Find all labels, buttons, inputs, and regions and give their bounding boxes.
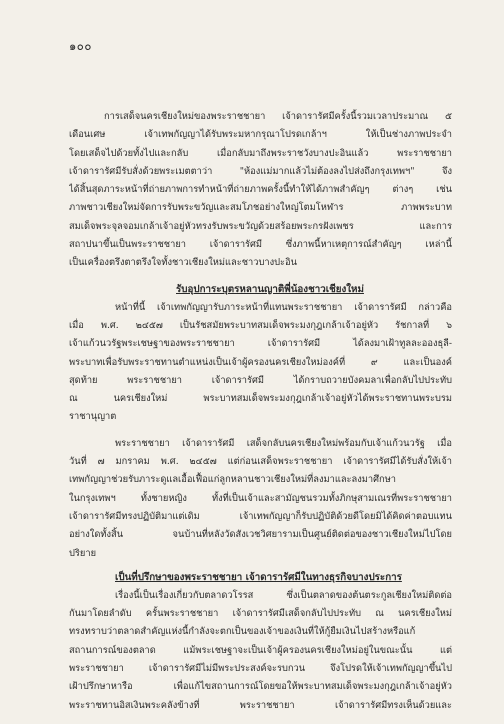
text-line: เฝ้าปรึกษาหารือ เพื่อแก้ไขสถานการณ์โดยขอให้พระบาทสมเด็จพระมงกุฎเกล้าเจ้าอยู่หัว xyxy=(69,681,452,693)
text-line: ปริยาย xyxy=(69,547,97,559)
text-line: กันมาโดยลำดับ ครั้นพระราชชายา เจ้าดารารัศมีเสด็จกลับไปประทับ ณ นครเชียงใหม่ xyxy=(69,608,452,620)
page-number: ๑๐๐ xyxy=(69,39,92,53)
text-line: พระบาทเพื่อรับพระราชทานตำแหน่งเป็นเจ้าผู้ครองนครเชียงใหม่องค์ที่ ๙ และเป็นองค์ xyxy=(69,356,452,368)
text-line: ราชานุญาต xyxy=(69,411,117,423)
text-line: ได้สิ้นสุดภาระหน้าที่ถ่ายภาพการทำหน้าที่ถ่ายภาพครั้งนี้ทำให้ได้ภาพสำคัญๆ ต่างๆ เช่น xyxy=(69,184,452,196)
paragraph-1 xyxy=(69,108,452,273)
text-line: โดยเสด็จไปด้วยทั้งไปและกลับ เมื่อกลับมาถึงพระราชวังบางปะอินแล้ว พระราชชายา xyxy=(69,147,452,159)
text-line: สถาปนาขึ้นเป็นพระราชชายา เจ้าดารารัศมี ซึ่งภาพนี้หาเหตุการณ์สำคัญๆ เหล่านี้ xyxy=(69,239,452,251)
text-line: หน้าที่นี้ เจ้าเทพกัญญารับภาระหน้าที่แทนพระราชชายา เจ้าดารารัศมี กล่าวคือ xyxy=(115,301,452,313)
text-line: เจ้าดารารัศมีรับสั่งด้วยพระเมตตาว่า "ห้องแม่มากแล้วไม่ต้องลงไปส่งถึงกรุงเทพฯ" จึง xyxy=(69,165,452,177)
text-line: เจ้าแก้วนวรัฐพระเชษฐาของพระราชชายา เจ้าดารารัศมี ได้ลงมาเฝ้าทูลละอองธุลี- xyxy=(69,338,452,350)
text-line: พระราชชายา เจ้าดารารัศมี เสด็จกลับนครเชียงใหม่พร้อมกับเจ้าแก้วนวรัฐ เมื่อ xyxy=(115,437,452,449)
text-line: สุดท้าย พระราชชายา เจ้าดารารัศมี ได้กราบถวายบังคมลาเพื่อกลับไปประทับ xyxy=(69,374,452,386)
text-line: เจ้าดารารัศมีทรงปฏิบัติมาแต่เดิม เจ้าเทพกัญญาก็รับปฏิบัติด้วยดีโดยมิได้คิดค่าตอบแทน xyxy=(69,510,452,522)
text-line: เดือนเศษ เจ้าเทพกัญญาได้รับพระมหากรุณาโปรดเกล้าฯ ให้เป็นช่างภาพประจำ xyxy=(69,129,452,141)
text-line: เทพกัญญาช่วยรับภาระดูแลเอื้อเฟื้อแก่ลูกหลานชาวเชียงใหม่ที่ลงมาและลงมาศึกษา xyxy=(69,474,396,486)
text-line: การเสด็จนครเชียงใหม่ของพระราชชายา เจ้าดารารัศมีครั้งนี้รวมเวลาประมาณ ๕ xyxy=(104,111,452,122)
paragraph-2 xyxy=(69,299,452,427)
text-line: วันที่ ๗ มกราคม พ.ศ. ๒๔๕๗ แต่ก่อนเสด็จพระราชชายา เจ้าดารารัศมีได้รับสั่งให้เจ้า xyxy=(69,456,452,468)
text-line: เมื่อ พ.ศ. ๒๔๕๗ เป็นรัชสมัยพระบาทสมเด็จพระมงกุฎเกล้าเจ้าอยู่หัว รัชกาลที่ ๖ xyxy=(69,319,452,331)
text-line: เป็นเครื่องตรึงตาตรึงใจทั้งชาวเชียงใหม่และชาวบางปะอิน xyxy=(69,257,297,269)
text-line: สถานการณ์ของตลาด แม้พระเชษฐาจะเป็นเจ้าผู้ครองนครเชียงใหม่อยู่ในขณะนั้น แต่ xyxy=(69,644,452,656)
section-heading: เป็นที่ปรึกษาของพระราชชายา เจ้าดารารัศมีในทางธุรกิจบางประการ xyxy=(115,571,402,583)
paragraph-3 xyxy=(69,435,452,563)
text-line: พระราชชายา เจ้าดารารัศมีไม่มีพระประสงค์จะรบกวน จึงโปรดให้เจ้าเทพกัญญาขึ้นไป xyxy=(69,663,452,675)
text-line: ภาพชาวเชียงใหม่จัดการรับพระขวัญและสมโภชอย่างใหญ่โตมโหฬาร ภาพพระบาท xyxy=(69,202,452,214)
text-line: สมเด็จพระจุลจอมเกล้าเจ้าอยู่หัวทรงรับพระขวัญด้วยสร้อยพระกรฝังเพชร และการ xyxy=(69,220,452,232)
text-line: ทรงทราบว่าตลาดสำคัญแห่งนี้กำลังจะตกเป็นของเจ้าของเงินที่ให้กู้ยืมเงินไปสร้างหรือแก้ xyxy=(69,626,416,638)
paragraph-4 xyxy=(69,587,452,715)
text-line: ในกรุงเทพฯ ทั้งชายหญิง ทั้งที่เป็นเจ้าและสามัญชนรวมทั้งภิกษุสามเณรที่พระราชชายา xyxy=(69,492,452,504)
text-line: พระราชทานอิสเงินพระคลังข้างที่ พระราชชายา เจ้าดารารัศมีทรงเห็นด้วยและ xyxy=(69,699,452,711)
text-line: เรื่องนี้เป็นเรื่องเกี่ยวกับตลาดวโรรส ซึ่งเป็นตลาดของต้นตระกูลเชียงใหม่ติดต่อ xyxy=(115,589,452,601)
text-line: อย่างใดทั้งสิ้น จนบ้านที่หลังวัดสังเวชวิศยารามเป็นศูนย์ติดต่อของชาวเชียงใหม่ไปโดย xyxy=(69,529,452,541)
paragraph-gap xyxy=(69,427,452,435)
section-heading: รับอุปการะบุตรหลานญาติพี่น้องชาวเชียงใหม่ xyxy=(176,283,364,295)
text-line: ณ นครเชียงใหม่ พระบาทสมเด็จพระมงกุฎเกล้าเจ้าอยู่หัวได้พระราชทานพระบรม xyxy=(69,393,452,405)
